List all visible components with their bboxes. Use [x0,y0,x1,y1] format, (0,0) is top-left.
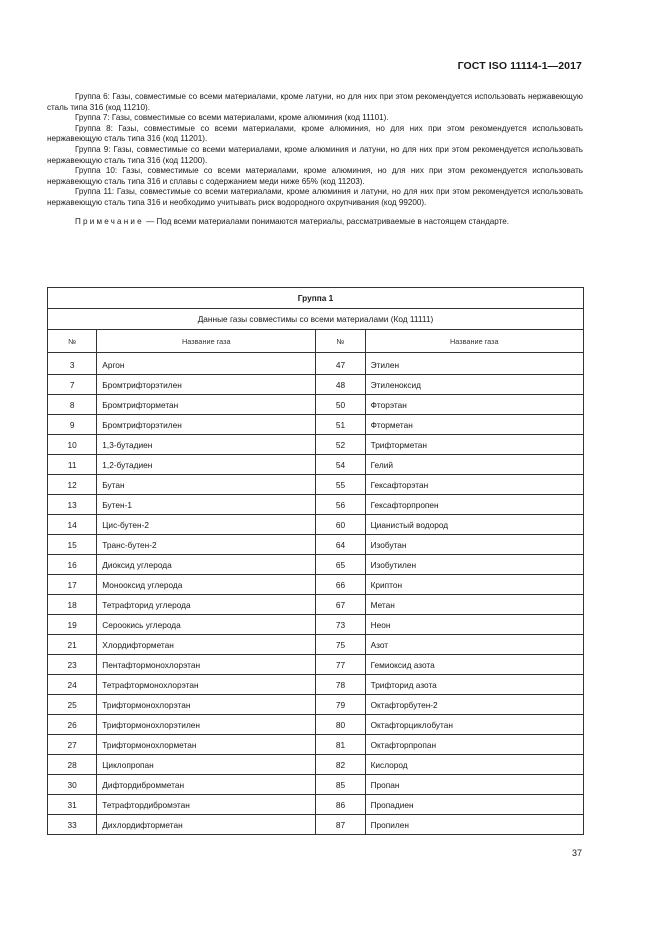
gas-number: 26 [48,715,97,735]
gas-number: 55 [316,475,365,495]
paragraph-group-11: Группа 11: Газы, совместимые со всеми материалами, кроме алюминия и латуни, но для них при этом рекомендуется использовать нержавеющую сталь типа 316 и необходимо учитывать риск водородного охрупчивания (код 99200). [47,187,583,207]
gas-number: 80 [316,715,365,735]
note-text: — Под всеми материалами понимаются материалы, рассматриваемые в настоящем стандарте. [143,216,509,226]
table-body [48,353,584,835]
note-label: Примечание [75,216,144,226]
gas-name: Трифторид азота [365,675,583,695]
gas-number: 13 [48,495,97,515]
paragraph-group-10: Группа 10: Газы, совместимые со всеми материалами, кроме алюминия, но для них при этом рекомендуется использовать нержавеющую сталь типа 316 и сплавы с содержанием меди ниже 65% (код 11203). [47,166,583,186]
gas-name: Трифтормонохлорметан [97,735,316,755]
table-row [48,635,584,655]
table-row [48,395,584,415]
gas-name: Гелий [365,455,583,475]
gas-number: 77 [316,655,365,675]
gas-name: Этиленоксид [365,375,583,395]
table-row [48,675,584,695]
gas-number: 56 [316,495,365,515]
gas-number: 66 [316,575,365,595]
gas-number: 28 [48,755,97,775]
gas-name: Октафторциклобутан [365,715,583,735]
gas-name: Гексафторэтан [365,475,583,495]
gas-number: 48 [316,375,365,395]
gas-name: Кислород [365,755,583,775]
table-row [48,775,584,795]
paragraph-group-9: Группа 9: Газы, совместимые со всеми материалами, кроме алюминия и латуни, но для них при этом рекомендуется использовать нержавеющую сталь типа 316 (код 11200). [47,144,583,165]
table-row [48,695,584,715]
table-row [48,415,584,435]
table-row [48,555,584,575]
gas-name: Цис-бутен-2 [97,515,316,535]
gas-name: Диоксид углерода [97,555,316,575]
paragraph-group-7: Группа 7: Газы, совместимые со всеми материалами, кроме алюминия (код 11101). [75,113,389,123]
table-row [48,795,584,815]
table-row [48,655,584,675]
gas-number: 27 [48,735,97,755]
gas-name: Октафторбутен-2 [365,695,583,715]
gas-number: 50 [316,395,365,415]
gas-name: Изобутан [365,535,583,555]
gas-name: Тетрафторид углерода [97,595,316,615]
gas-name: Гемиоксид азота [365,655,583,675]
gas-number: 85 [316,775,365,795]
note [47,217,583,228]
gas-number: 81 [316,735,365,755]
gas-number: 18 [48,595,97,615]
table-row [48,435,584,455]
table-row [48,535,584,555]
gas-name: Хлордифторметан [97,635,316,655]
table-row [48,595,584,615]
document-code: ГОСТ ISO 11114-1—2017 [457,60,582,72]
gas-number: 52 [316,435,365,455]
gas-table [47,287,584,835]
gas-number: 64 [316,535,365,555]
gas-number: 3 [48,353,97,375]
gas-number: 78 [316,675,365,695]
gas-name: Бромтрифторэтилен [97,375,316,395]
gas-number: 86 [316,795,365,815]
gas-number: 12 [48,475,97,495]
gas-name: Монооксид углерода [97,575,316,595]
gas-number: 31 [48,795,97,815]
gas-number: 17 [48,575,97,595]
gas-name: Транс-бутен-2 [97,535,316,555]
gas-number: 60 [316,515,365,535]
gas-number: 51 [316,415,365,435]
gas-name: 1,2-бутадиен [97,455,316,475]
gas-name: Фторэтан [365,395,583,415]
gas-name: Бутен-1 [97,495,316,515]
table-row [48,735,584,755]
gas-name: Фторметан [365,415,583,435]
gas-number: 54 [316,455,365,475]
gas-name: Изобутилен [365,555,583,575]
table-row [48,353,584,375]
gas-number: 73 [316,615,365,635]
gas-name: 1,3-бутадиен [97,435,316,455]
gas-number: 30 [48,775,97,795]
gas-number: 10 [48,435,97,455]
gas-number: 67 [316,595,365,615]
gas-number: 14 [48,515,97,535]
column-header-name: Название газа [97,330,316,353]
gas-number: 79 [316,695,365,715]
gas-name: Пропилен [365,815,583,835]
table-row [48,495,584,515]
gas-name: Этилен [365,353,583,375]
gas-name: Криптон [365,575,583,595]
table-row [48,815,584,835]
gas-number: 7 [48,375,97,395]
gas-number: 75 [316,635,365,655]
table-row [48,475,584,495]
table-row [48,515,584,535]
gas-name: Метан [365,595,583,615]
gas-number: 21 [48,635,97,655]
gas-name: Сероокись углерода [97,615,316,635]
gas-number: 87 [316,815,365,835]
gas-number: 23 [48,655,97,675]
gas-name: Пропадиен [365,795,583,815]
paragraph-group-6: Группа 6: Газы, совместимые со всеми материалами, кроме латуни, но для них при этом рекомендуется использовать нержавеющую сталь типа 316 (код 11210). [47,92,583,112]
column-header-number: № [48,330,97,353]
gas-name: Дихлордифторметан [97,815,316,835]
gas-name: Дифтордибромметан [97,775,316,795]
table-row [48,575,584,595]
gas-name: Азот [365,635,583,655]
gas-number: 16 [48,555,97,575]
gas-name: Трифтормонохлорэтилен [97,715,316,735]
gas-number: 25 [48,695,97,715]
page-number: 37 [571,848,582,858]
gas-name: Циклопропан [97,755,316,775]
gas-number: 8 [48,395,97,415]
gas-name: Октафторпропан [365,735,583,755]
gas-number: 82 [316,755,365,775]
gas-number: 19 [48,615,97,635]
paragraph-group-8: Группа 8: Газы, совместимые со всеми материалами, кроме алюминия, но для них при этом рекомендуется использовать нержавеющую сталь типа 316 (код 11201). [47,123,583,144]
gas-name: Неон [365,615,583,635]
column-header-name: Название газа [365,330,583,353]
gas-name: Тетрафтормонохлорэтан [97,675,316,695]
gas-name: Трифторметан [365,435,583,455]
table-row [48,755,584,775]
table-row [48,375,584,395]
gas-number: 33 [48,815,97,835]
table-subtitle: Данные газы совместимы со всеми материалами (Код 11111) [48,309,584,330]
gas-name: Гексафторпропен [365,495,583,515]
gas-name: Цианистый водород [365,515,583,535]
gas-name: Пентафтормонохлорэтан [97,655,316,675]
gas-name: Бутан [97,475,316,495]
table-row [48,615,584,635]
body-text [47,92,583,227]
gas-name: Трифтормонохлорэтан [97,695,316,715]
gas-number: 24 [48,675,97,695]
gas-name: Тетрафтордибромэтан [97,795,316,815]
gas-number: 11 [48,455,97,475]
gas-name: Аргон [97,353,316,375]
table-title: Группа 1 [48,288,584,309]
gas-number: 15 [48,535,97,555]
gas-name: Пропан [365,775,583,795]
gas-number: 9 [48,415,97,435]
gas-number: 65 [316,555,365,575]
gas-number: 47 [316,353,365,375]
gas-name: Бромтрифторметан [97,395,316,415]
table-row [48,715,584,735]
table-row [48,455,584,475]
column-header-number: № [316,330,365,353]
gas-name: Бромтрифторэтилен [97,415,316,435]
